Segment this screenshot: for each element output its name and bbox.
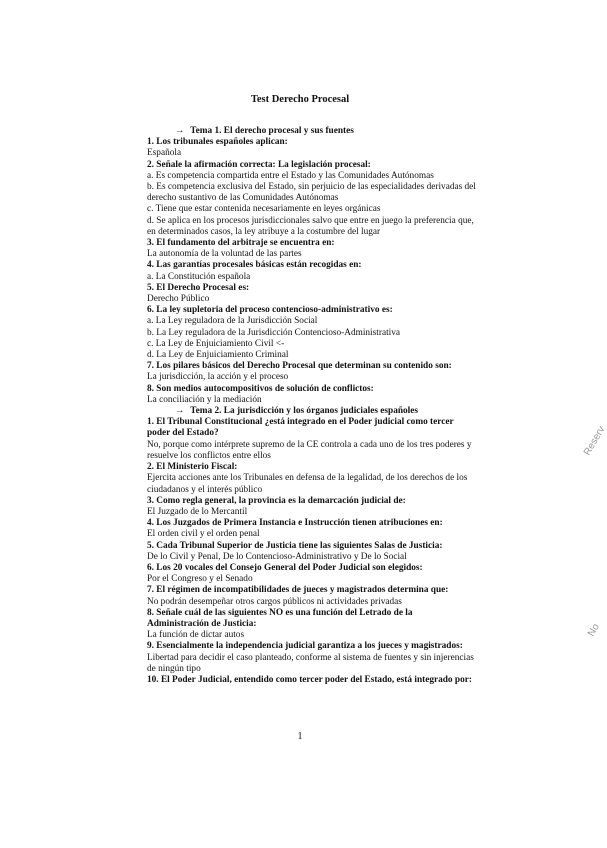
answer-line: a. La Constitución española <box>147 271 251 282</box>
answer-line: No, porque como intérprete supremo de la CE controla a cada uno de los tres poderes y <box>147 439 472 450</box>
page-number: 1 <box>297 731 303 742</box>
answer-line: Ejercita acciones ante los Tribunales en defensa de la legalidad, de los derechos de los <box>147 473 468 484</box>
answer-line: c. La Ley de Enjuiciamiento Civil <- <box>147 338 285 349</box>
arrow-icon: → <box>175 406 185 417</box>
answer-line: c. Tiene que estar contenida necesariamente en leyes orgánicas <box>147 204 381 215</box>
answer-line: en determinados casos, la ley atribuye a la costumbre del lugar <box>147 226 381 237</box>
topic-heading-text: Tema 2. La jurisdicción y los órganos judiciales españoles <box>190 406 419 417</box>
question-line: 7. Los pilares básicos del Derecho Procesal que determinan su contenido son: <box>147 361 452 372</box>
question-line: 6. La ley supletoria del proceso contencioso-administrativo es: <box>147 305 393 316</box>
answer-line: Española <box>147 148 182 159</box>
answer-line: La función de dictar autos <box>147 630 245 641</box>
question-line: 10. El Poder Judicial, entendido como tercer poder del Estado, está integrado por: <box>147 674 472 685</box>
topic-heading <box>147 406 517 417</box>
question-line: 5. Cada Tribunal Superior de Justicia tiene las siguientes Salas de Justicia: <box>147 540 443 551</box>
question-line: 1. El Tribunal Constitucional ¿está integrado en el Poder judicial como tercer <box>147 417 454 428</box>
question-line: poder del Estado? <box>147 428 219 439</box>
question-line: 4. Las garantías procesales básicas están recogidas en: <box>147 260 362 271</box>
answer-line: d. La Ley de Enjuiciamiento Criminal <box>147 350 289 361</box>
question-line: 9. Esencialmente la independencia judicial garantiza a los jueces y magistrados: <box>147 641 463 652</box>
question-line: 2. El Ministerio Fiscal: <box>147 462 238 473</box>
answer-line: a. Es competencia compartida entre el Estado y las Comunidades Autónomas <box>147 170 434 181</box>
answer-line: a. La Ley reguladora de la Jurisdicción Social <box>147 316 318 327</box>
answer-line: La conciliación y la mediación <box>147 394 262 405</box>
question-line: 4. Los Juzgados de Primera Instancia e Instrucción tienen atribuciones en: <box>147 518 443 529</box>
answer-line: Por el Congreso y el Senado <box>147 574 253 585</box>
question-line: 5. El Derecho Procesal es: <box>147 282 250 293</box>
answer-line: de ningún tipo <box>147 663 201 674</box>
answer-line: derecho sustantivo de las Comunidades Autónomas <box>147 193 339 204</box>
answer-line: b. Es competencia exclusiva del Estado, sin perjuicio de las especialidades derivadas del <box>147 182 476 193</box>
answer-line: La autonomía de la voluntad de las partes <box>147 249 302 260</box>
question-line: Administración de Justicia: <box>147 618 257 629</box>
answer-line: La jurisdicción, la acción y el proceso <box>147 372 289 383</box>
answer-line: ciudadanos y el interés público <box>147 484 263 495</box>
answer-line: b. La Ley reguladora de la Jurisdicción Contencioso-Administrativa <box>147 327 401 338</box>
document-body <box>147 126 517 686</box>
watermark-text: Reserv <box>582 424 607 458</box>
question-line: 3. El fundamento del arbitraje se encuentra en: <box>147 238 335 249</box>
answer-line: resuelve los conflictos entre ellos <box>147 450 271 461</box>
arrow-icon: → <box>175 126 185 136</box>
answer-line: Derecho Público <box>147 294 210 305</box>
question-line: 7. El régimen de incompatibilidades de jueces y magistrados determina que: <box>147 585 449 596</box>
question-line: 1. Los tribunales españoles aplican: <box>147 137 288 148</box>
question-line: 8. Señale cuál de las siguientes NO es una función del Letrado de la <box>147 607 413 618</box>
question-line: 6. Los 20 vocales del Consejo General del Poder Judicial son elegidos: <box>147 562 423 573</box>
topic-heading-text: Tema 1. El derecho procesal y sus fuentes <box>190 126 354 136</box>
answer-line: d. Se aplica en los procesos jurisdiccionales salvo que entre en juego la preferencia que, <box>147 215 474 226</box>
answer-line: No podrán desempeñar otros cargos públicos ni actividades privadas <box>147 596 402 607</box>
watermark-text: No <box>586 621 602 639</box>
answer-line: Libertad para decidir el caso planteado, conforme al sistema de fuentes y sin injerencias <box>147 652 474 663</box>
question-line: 2. Señale la afirmación correcta: La legislación procesal: <box>147 159 371 170</box>
question-line: 3. Como regla general, la provincia es la demarcación judicial de: <box>147 495 406 506</box>
question-line: 8. Son medios autocompositivos de solución de conflictos: <box>147 383 374 394</box>
answer-line: El orden civil y el orden penal <box>147 529 260 540</box>
topic-heading <box>147 126 517 137</box>
answer-line: El Juzgado de lo Mercantil <box>147 506 248 517</box>
answer-line: De lo Civil y Penal, De lo Contencioso-Administrativo y De lo Social <box>147 551 407 562</box>
document-title: Test Derecho Procesal <box>250 94 350 105</box>
